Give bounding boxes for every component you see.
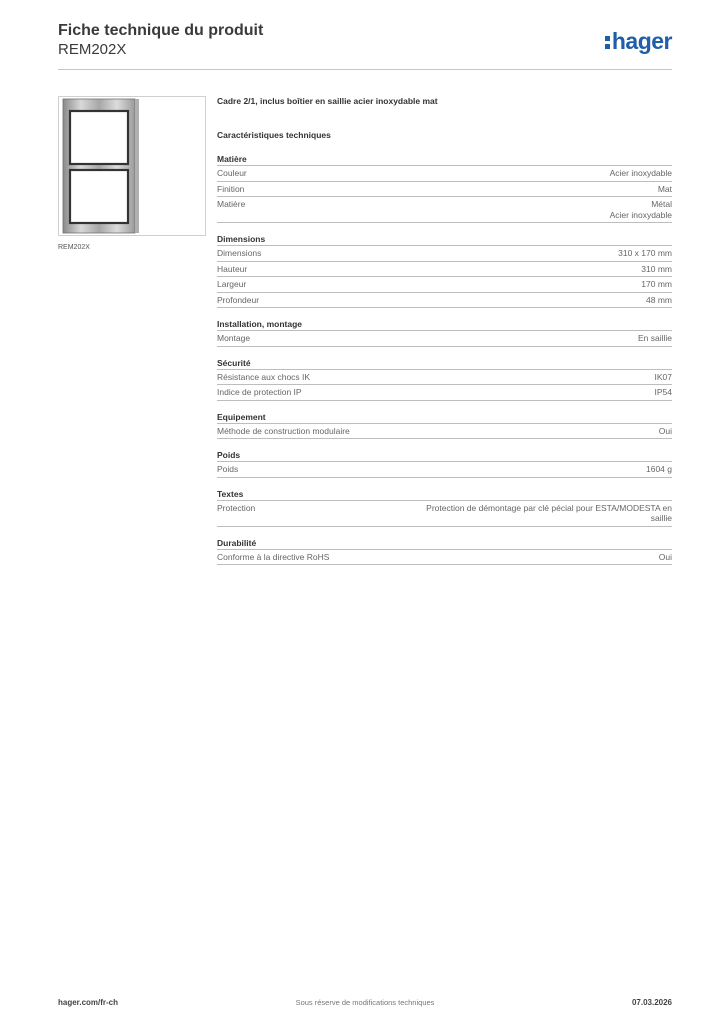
tech-heading: Caractéristiques techniques [217, 130, 331, 140]
spec-value-line: IK07 [654, 371, 672, 382]
product-description: Cadre 2/1, inclus boîtier en saillie acier inoxydable mat [217, 96, 438, 106]
document-subtitle: REM202X [58, 41, 127, 58]
spec-value [618, 248, 672, 259]
spec-label: Profondeur [217, 294, 260, 305]
spec-value [655, 387, 673, 398]
spec-sections [217, 154, 672, 565]
spec-value [610, 199, 672, 220]
spec-label: Protection [217, 502, 256, 513]
spec-value [658, 184, 672, 195]
spec-label: Poids [217, 464, 239, 474]
spec-value-line: Mat [657, 183, 672, 194]
spec-value [641, 279, 672, 290]
spec-label: Finition [217, 183, 245, 194]
spec-label: Conforme à la directive RoHS [217, 551, 330, 562]
spec-label: Largeur [217, 279, 247, 289]
spec-value [641, 264, 672, 275]
spec-value-line: IP54 [654, 387, 672, 397]
spec-value [426, 503, 672, 524]
spec-value-line: 1604 g [646, 464, 672, 474]
spec-label: Matière [217, 199, 246, 209]
footer-date: 07.03.2026 [631, 998, 672, 1007]
spec-row [217, 550, 672, 566]
spec-section [217, 538, 672, 566]
spec-value-line: En saillie [637, 333, 672, 343]
spec-label: Couleur [217, 168, 247, 178]
spec-section [217, 489, 672, 527]
spec-label: Méthode de construction modulaire [217, 425, 350, 436]
spec-value [646, 295, 672, 306]
image-caption: REM202X [58, 244, 90, 251]
product-image [58, 96, 206, 236]
spec-row [217, 246, 672, 262]
spec-value-line: 310 mm [641, 263, 672, 274]
spec-row [217, 462, 672, 478]
spec-value-line: Acier inoxydable [609, 209, 672, 220]
spec-label: Dimensions [217, 248, 262, 258]
spec-value [638, 333, 672, 344]
spec-value-line: 48 mm [646, 294, 672, 305]
logo-dots-icon [605, 34, 610, 50]
spec-value [659, 552, 672, 563]
spec-value [646, 464, 672, 475]
spec-value-line: Acier inoxydable [609, 168, 672, 178]
specifications [217, 96, 672, 576]
document-title: Fiche technique du produit [58, 22, 264, 39]
footer-disclaimer: Sous réserve de modifications techniques [295, 998, 435, 1007]
section-title: Sécurité [217, 358, 672, 370]
spec-row [217, 277, 672, 293]
logo-text: hager [611, 28, 672, 54]
spec-value-line: 310 x 170 mm [618, 248, 672, 258]
spec-value [655, 372, 673, 383]
spec-value-line: saillie [650, 513, 672, 523]
spec-label: Indice de protection IP [217, 387, 302, 397]
spec-section [217, 154, 672, 223]
spec-row [217, 262, 672, 278]
page-header [58, 22, 672, 70]
section-title: Durabilité [217, 538, 672, 550]
section-title: Textes [217, 489, 672, 501]
spec-section [217, 358, 672, 401]
spec-row [217, 197, 672, 223]
spec-row [217, 293, 672, 309]
spec-row [217, 166, 672, 182]
frame-illustration-icon [59, 97, 205, 235]
spec-label: Hauteur [217, 263, 248, 274]
spec-value [610, 168, 672, 179]
spec-section [217, 319, 672, 347]
spec-value-line: Oui [658, 425, 672, 436]
page-footer [58, 998, 672, 1010]
spec-section [217, 412, 672, 440]
spec-value-line: Oui [658, 551, 672, 562]
spec-section [217, 234, 672, 308]
spec-value-line: 170 mm [641, 279, 672, 289]
spec-value [659, 426, 672, 437]
spec-label: Résistance aux chocs IK [217, 371, 311, 382]
footer-website-link[interactable]: hager.com/fr-ch [58, 998, 119, 1007]
spec-row [217, 501, 672, 527]
spec-row [217, 424, 672, 440]
spec-row [217, 331, 672, 347]
spec-label: Montage [217, 333, 251, 343]
spec-row [217, 385, 672, 401]
section-title: Equipement [217, 412, 672, 424]
hager-logo[interactable] [605, 28, 672, 55]
spec-row [217, 182, 672, 198]
section-title: Installation, montage [217, 319, 672, 331]
section-title: Poids [217, 450, 672, 462]
spec-section [217, 450, 672, 478]
section-title: Dimensions [217, 234, 672, 246]
spec-value-line: Métal [651, 199, 672, 209]
section-title: Matière [217, 154, 672, 166]
spec-row [217, 370, 672, 386]
spec-value-line: Protection de démontage par clé pécial pour ESTA/MODESTA en [426, 502, 672, 513]
